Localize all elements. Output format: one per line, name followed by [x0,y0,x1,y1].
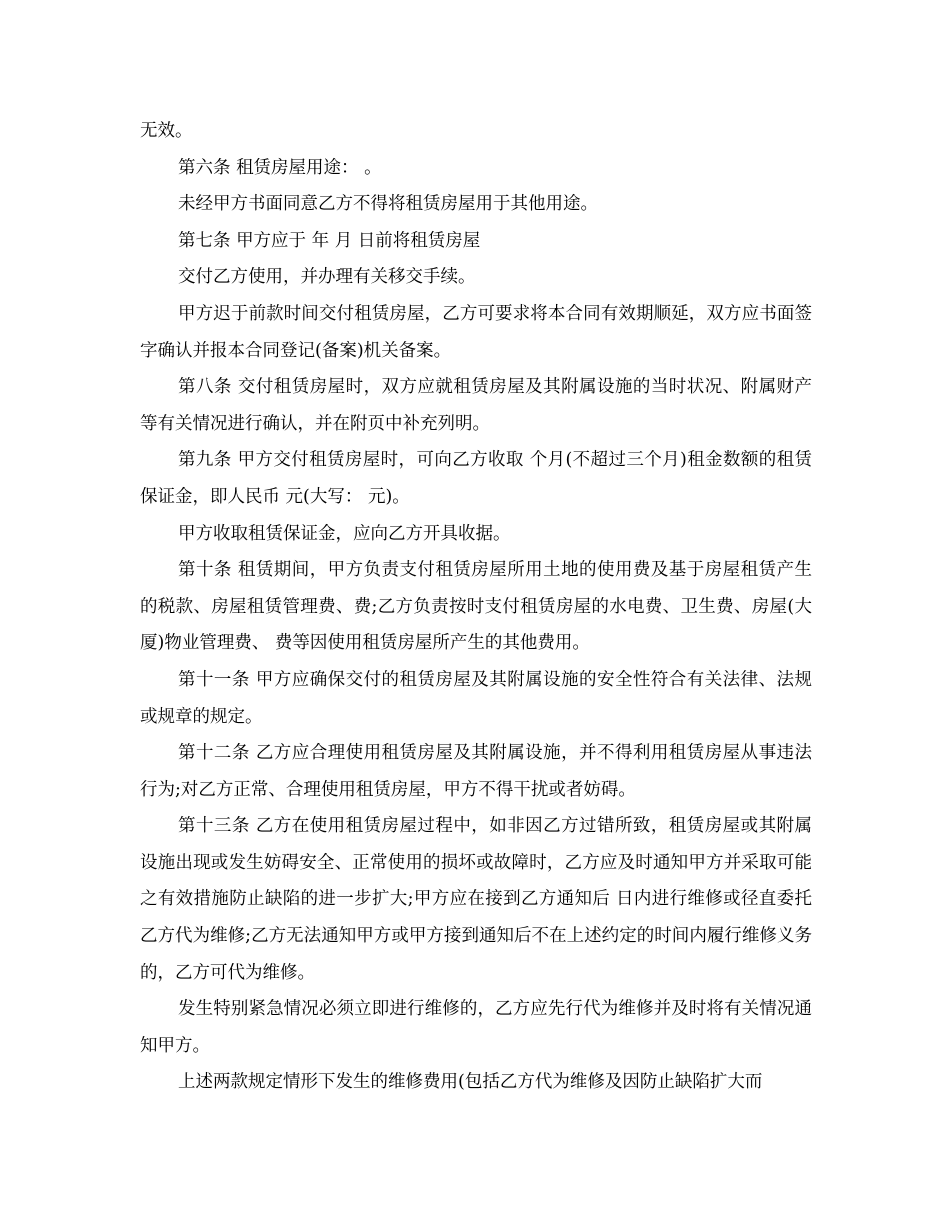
paragraph-article-6: 第六条 租赁房屋用途： 。 [178,157,382,178]
paragraph-emergency-repair: 发生特别紧急情况必须立即进行维修的，乙方应先行代为维修并及时将有关情况通知甲方。 [140,999,812,1056]
paragraph-deposit-receipt: 甲方收取租赁保证金，应向乙方开具收据。 [178,523,511,544]
paragraph-article-7: 第七条 甲方应于 年 月 日前将租赁房屋 [178,230,481,251]
paragraph-repair-costs: 上述两款规定情形下发生的维修费用(包括乙方代为维修及因防止缺陷扩大而 [178,1072,763,1093]
paragraph-delayed-delivery: 甲方迟于前款时间交付租赁房屋，乙方可要求将本合同有效期顺延，双方应书面签字确认并报本合同登记(备案)机关备案。 [140,303,812,361]
paragraph-handover: 交付乙方使用，并办理有关移交手续。 [178,267,476,288]
paragraph-article-9: 第九条 甲方交付租赁房屋时，可向乙方收取 个月(不超过三个月)租金数额的租赁保证金，即人民币 元(大写： 元)。 [140,450,812,507]
paragraph-article-13: 第十三条 乙方在使用租赁房屋过程中，如非因乙方过错所致，租赁房屋或其附属设施出现或发生妨碍安全、正常使用的损坏或故障时，乙方应及时通知甲方并采取可能之有效措施防止缺陷的进一步扩大;甲方应在接到乙方通知后 日内进行维修或径直委托乙方代为维修;乙方无法通知甲方或甲方接到通知后不在上述约定的时间内履行维修义务的，乙方可代为维修。 [140,816,812,983]
paragraph-article-12: 第十二条 乙方应合理使用租赁房屋及其附属设施，并不得利用租赁房屋从事违法行为;对乙方正常、合理使用租赁房屋，甲方不得干扰或者妨碍。 [140,743,812,800]
paragraph-continuation: 无效。 [140,121,193,141]
paragraph-usage-restriction: 未经甲方书面同意乙方不得将租赁房屋用于其他用途。 [178,194,598,215]
paragraph-article-11: 第十一条 甲方应确保交付的租赁房屋及其附属设施的安全性符合有关法律、法规或规章的规定。 [140,669,812,727]
paragraph-article-10: 第十条 租赁期间，甲方负责支付租赁房屋所用土地的使用费及基于房屋租赁产生的税款、房屋租赁管理费、费;乙方负责按时支付租赁房屋的水电费、卫生费、房屋(大厦)物业管理费、 费等因使用租赁房屋所产生的其他费用。 [140,560,812,654]
paragraph-article-8: 第八条 交付租赁房屋时，双方应就租赁房屋及其附属设施的当时状况、附属财产等有关情况进行确认，并在附页中补充列明。 [140,377,812,434]
document-body [140,113,812,1101]
